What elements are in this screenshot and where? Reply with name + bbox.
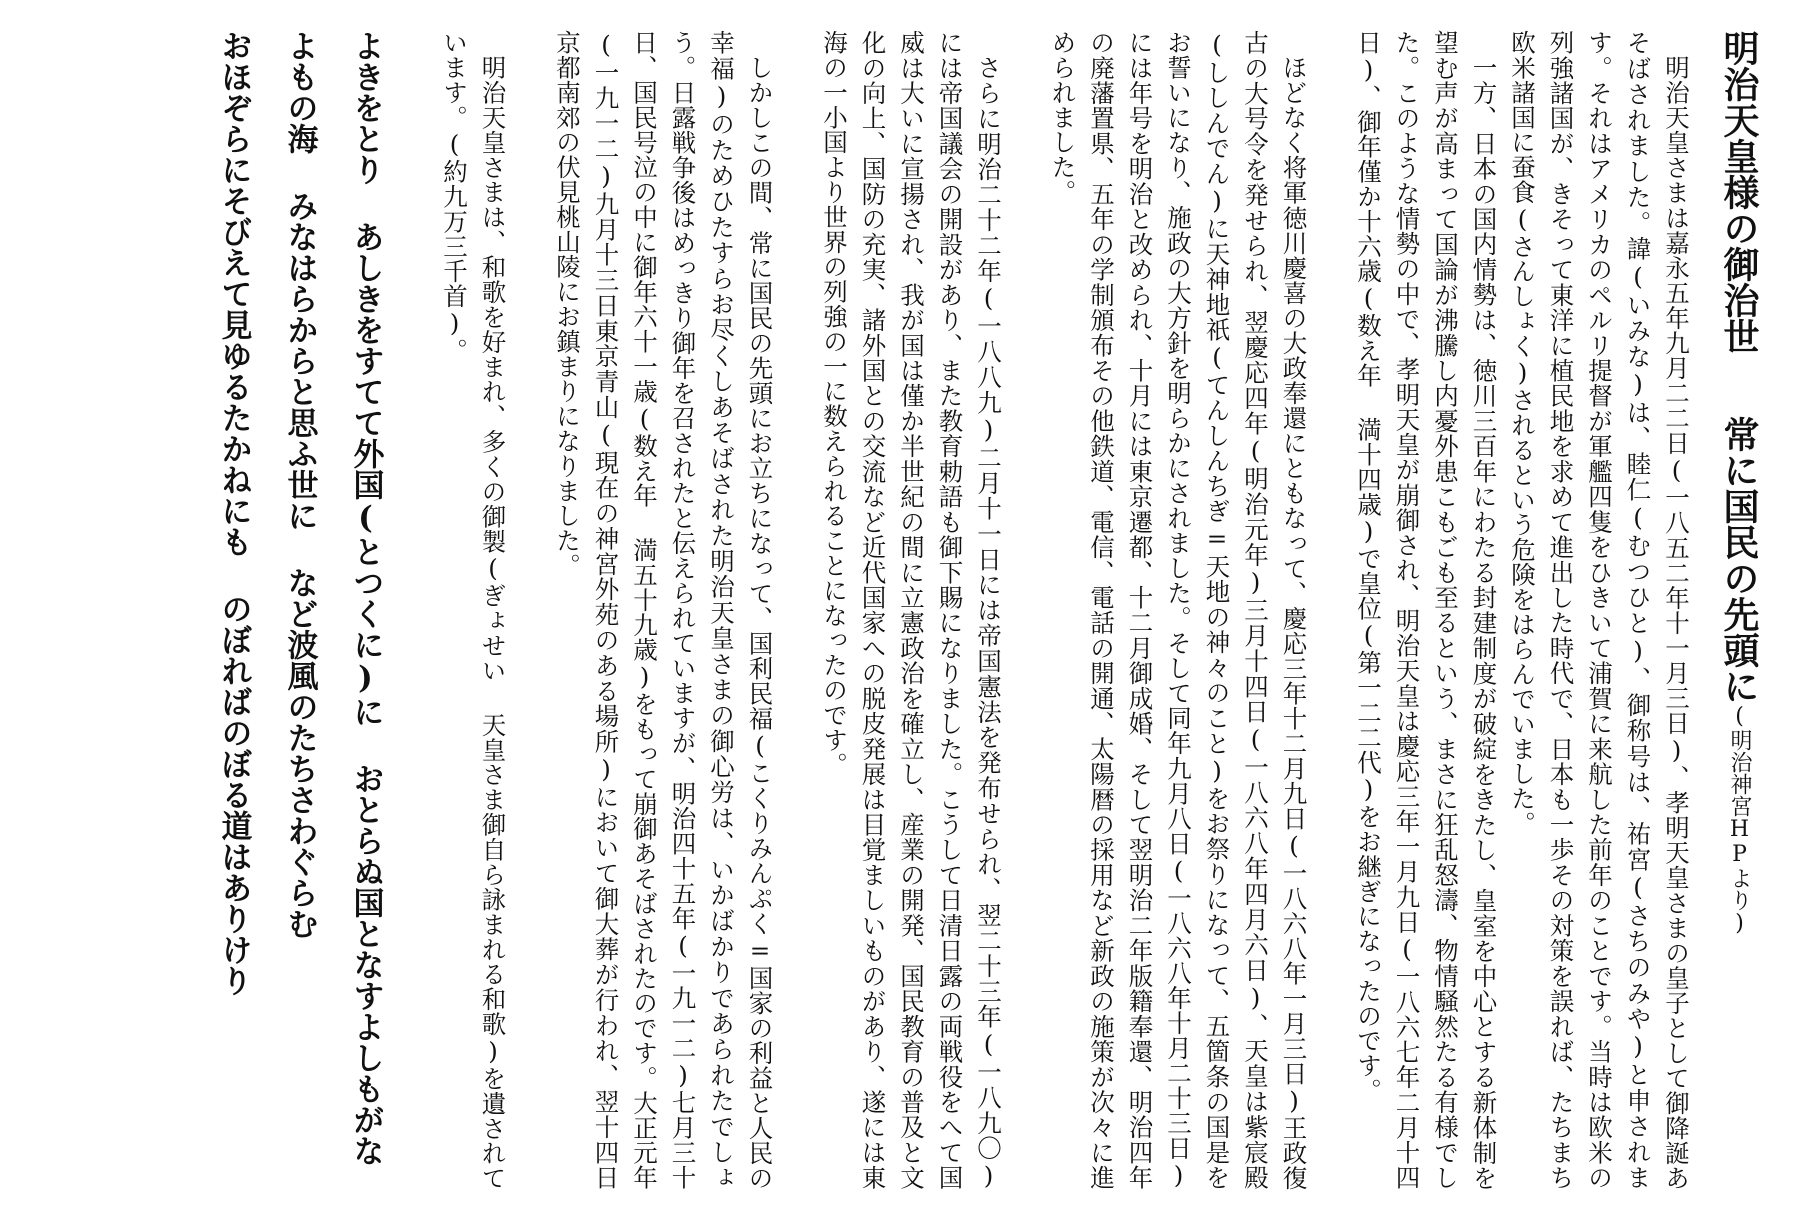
poem-line: おほぞらにそびえて見ゆるたかねにも のぼればのぼる道はありけり [215, 30, 252, 996]
title-column [1715, 30, 1763, 1190]
paragraph-restoration: ほどなく将軍徳川慶喜の大政奉還にともなって、慶応三年十二月九日(一八六八年一月三日)王政復古の大号令を発せられ、翌慶応四年(明治元年)三月十四日(一八六八年四月六日)、天皇は紫宸殿(ししんでん)に天神地祇(てんしんちぎ=天地の神々のこと)をお祭りになって、五箇条の国是をお誓いになり、施政の大方針を明らかにされました。そして同年九月八日(一八六八年十月二十三日)には年号を明治と改められ、十月には東京遷都、十二月御成婚、そして翌明治二年版籍奉還、明治四年の廃藩置県、五年の学制頒布その他鉄道、電信、電話の開通、太陽暦の採用など新政の施策が次々に進められました。 [1048, 30, 1309, 1190]
poem-line: よきをとり あしきをすてて外国(とつくに)に おとらぬ国となすよしもがな [347, 30, 384, 1166]
poem-line: よもの海 みなはらからと思ふ世に など波風のたちさわぐらむ [281, 30, 318, 939]
paragraph-devotion: しかしこの間、常に国民の先頭にお立ちになって、国利民福(こくりみんぷく=国家の利益と人民の幸福)のためひたすらお尽くしあそばされた明治天皇さまの御心労は、いかばかりであられたでしょう。日露戦争後はめっきり御年を召されたと伝えられていますが、明治四十五年(一九一二)七月三十日、国民号泣の中に御年六十一歳(数え年 満五十九歳)をもって崩御あそばされたのです。大正元年(一九一二)九月十三日東京青山(現在の神宮外苑のある場所)において御大葬が行われ、翌十四日京都南郊の伏見桃山陵にお鎮まりになりました。 [553, 30, 775, 1190]
paragraph-domestic-situation: 一方、日本の国内情勢は、徳川三百年にわたる封建制度が破綻をきたし、皇室を中心とする新体制を望む声が高まって国論が沸騰し内憂外患こもごも至るという、まさに狂乱怒濤、物情騒然たる有様でした。このような情勢の中で、孝明天皇が崩御され、明治天皇は慶応三年一月九日(一八六七年二月十四日)、御年僅か十六歳(数え年 満十四歳)で皇位(第一二二代)をお継ぎになったのです。 [1354, 30, 1499, 1190]
poem-section [201, 30, 399, 1190]
page-title: 明治天皇様の御治世 [1718, 30, 1760, 354]
document-page [23, 30, 1763, 1190]
page-subtitle [1718, 380, 1760, 936]
paragraph-waka: 明治天皇さまは、和歌を好まれ、多くの御製(ぎょせい 天皇さま御自ら詠まれる和歌)を遺されています。(約九万三千首)。 [440, 30, 508, 1190]
source-note: (明治神宮HPより) [1727, 704, 1752, 936]
paragraph-birth: 明治天皇さまは嘉永五年九月二二日(一八五二年十一月三日)、孝明天皇さまの皇子として御降誕あそばされました。諱(いみな)は、睦仁(むつひと)、御称号は、祐宮(さちのみや)と申されます。それはアメリカのペルリ提督が軍艦四隻をひきいて浦賀に来航した前年のことです。当時は欧米の列強諸国が、きそって東洋に植民地を求めて進出した時代で、日本も一歩その対策を誤れば、たちまち欧米諸国に蚕食(さんしょく)されるという危険をはらんでいました。 [1508, 30, 1691, 1190]
paragraph-constitution: さらに明治二十二年(一八八九)二月十一日には帝国憲法を発布せられ、翌二十三年(一八九〇)には帝国議会の開設があり、また教育勅語も御下賜になりました。こうして日清日露の両戦役をへて国威は大いに宣揚され、我が国は僅か半世紀の間に立憲政治を確立し、産業の開発、国民教育の普及と文化の向上、国防の充実、諸外国との交流など近代国家への脱皮発展は目覚ましいものがあり、遂には東海の一小国より世界の列強の一に数えられることになったのです。 [820, 30, 1003, 1190]
subtitle-text: 常に国民の先頭に [1718, 416, 1760, 704]
